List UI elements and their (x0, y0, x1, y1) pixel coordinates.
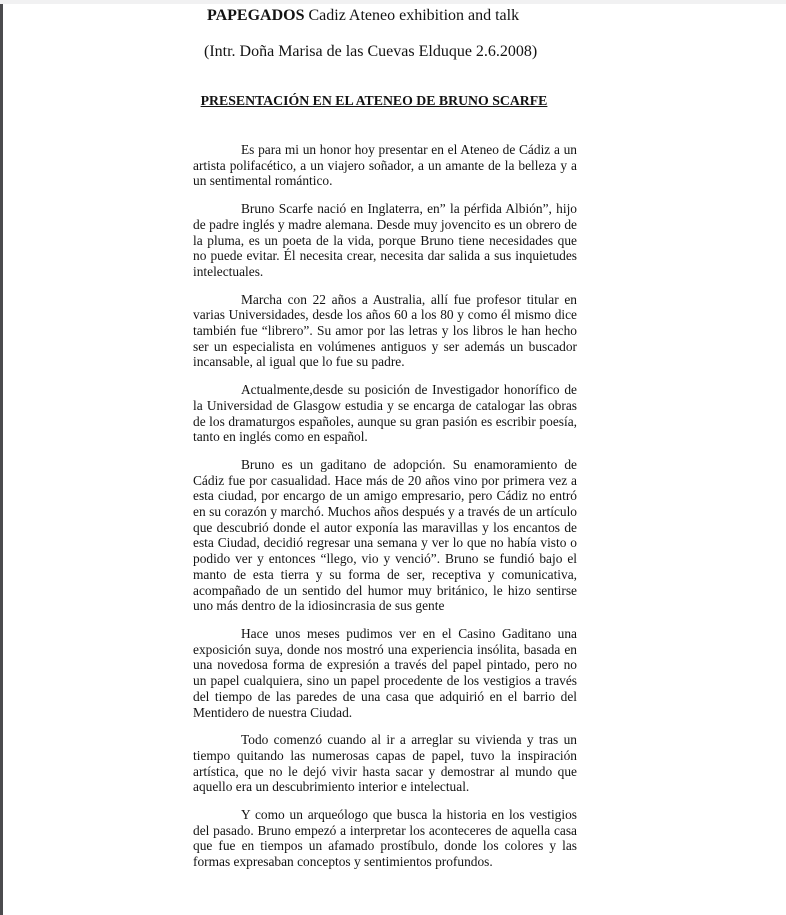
paragraph-4: Actualmente,desde su posición de Investigador honorífico de la Universidad de Glasgow estudia y se encarga de catalogar las obras de los dramaturgos españoles, aunque su gran pasión es escribir poesía, tanto en inglés como en español. (193, 382, 577, 445)
paragraph-8: Y como un arqueólogo que busca la historia en los vestigios del pasado. Bruno empezó a interpretar los aconteceres de aquella casa que fue en tiempos un afamado prostíbulo, donde los colores y las formas expresaban conceptos y sentimientos profundos. (193, 807, 577, 870)
document-title-keyword: PAPEGADOS (207, 7, 305, 24)
document-page (193, 0, 577, 882)
paragraph-7: Todo comenzó cuando al ir a arreglar su vivienda y tras un tiempo quitando las numerosas capas de papel, tuvo la inspiración artística, que no le dejó vivir hasta sacar y demostrar al mundo que aquello era un descubrimiento interior e intelectual. (193, 732, 577, 795)
paragraph-5: Bruno es un gaditano de adopción. Su enamoramiento de Cádiz fue por casualidad. Hace más de 20 años vino por primera vez a esta ciudad, por encargo de un amigo empresario, pero Cádiz no entró en su corazón y marchó. Muchos años después y a través de un artículo que descubrió donde el autor exponía las maravillas y los encantos de esta Ciudad, decidió regresar una semana y ver lo que no había visto o podido ver y entonces “llego, vio y venció”. Bruno se fundió bajo el manto de esta tierra y su forma de ser, receptiva y comunicativa, acompañado de un sentido del humor muy británico, le hizo sentirse uno más dentro de la idiosincrasia de sus gente (193, 456, 577, 614)
document-subtitle: (Intr. Doña Marisa de las Cuevas Elduque 2.6.2008) (204, 43, 538, 60)
window-left-edge (0, 4, 3, 915)
paragraph-1: Es para mi un honor hoy presentar en el Ateneo de Cádiz a un artista polifacético, a un viajero soñador, a un amante de la belleza y a un sentimental romántico. (193, 142, 577, 189)
paragraph-3: Marcha con 22 años a Australia, allí fue profesor titular en varias Universidades, desde los años 60 a los 80 y como él mismo dice también fue “librero”. Su amor por las letras y los libros le han hecho ser un especialista en volúmenes antiguos y ser además un buscador incansable, al igual que lo fue su padre. (193, 291, 577, 370)
paragraph-6: Hace unos meses pudimos ver en el Casino Gaditano una exposición suya, donde nos mostró una experiencia insólita, basada en una novedosa forma de expresión a través del papel pintado, pero no un papel cualquiera, sino un papel procedente de los vestigios a través del tiempo de las paredes de una casa que adquirió en el barrio del Mentidero de nuestra Ciudad. (193, 625, 577, 720)
document-title (193, 6, 577, 25)
paragraph-2: Bruno Scarfe nació en Inglaterra, en” la pérfida Albión”, hijo de padre inglés y madre alemana. Desde muy jovencito es un obrero de la pluma, es un poeta de la vida, porque Bruno tiene necesidades que no puede evitar. Él necesita crear, necesita dar salida a sus inquietudes intelectuales. (193, 201, 577, 279)
section-heading: PRESENTACIÓN EN EL ATENEO DE BRUNO SCARFE (200, 93, 548, 108)
document-title-rest: Cadiz Ateneo exhibition and talk (304, 7, 520, 24)
